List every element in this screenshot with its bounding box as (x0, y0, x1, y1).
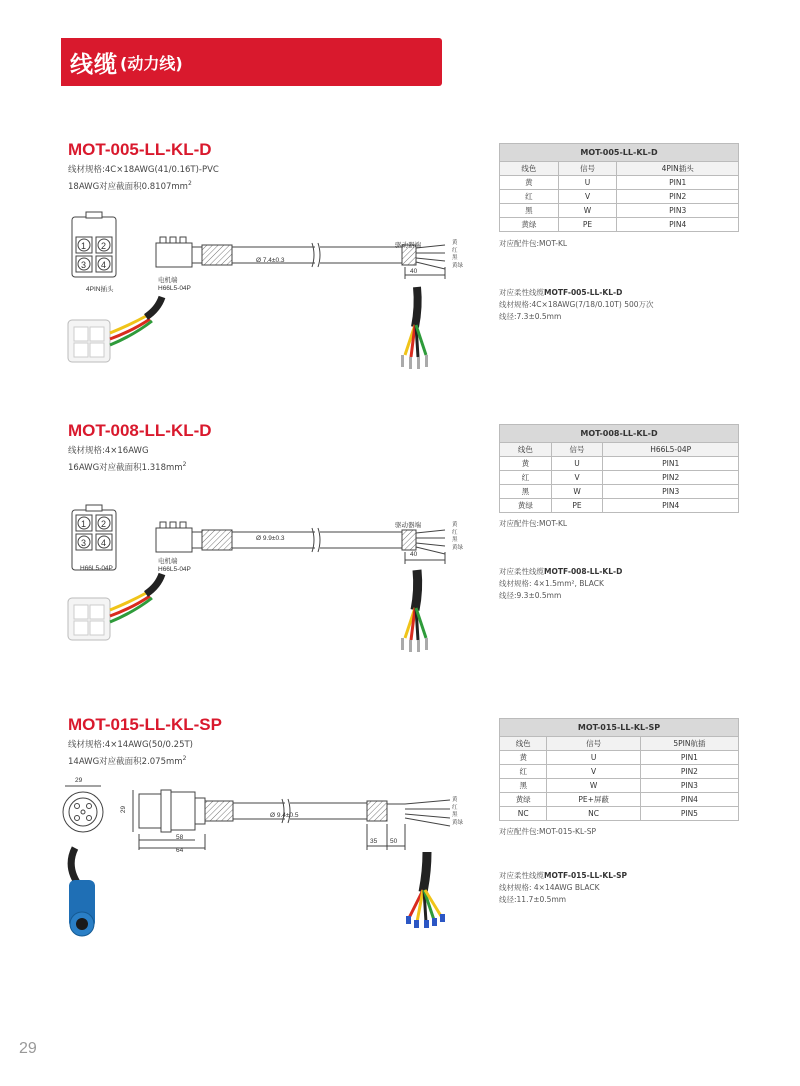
spec-sup: 2 (182, 461, 187, 468)
accessory-note: 对应配件包:MOT-KL (499, 239, 568, 248)
cell: W (551, 485, 603, 499)
wire-color-labels (452, 240, 463, 270)
wire-label: 黄 (452, 240, 458, 246)
wire-color-labels (452, 522, 463, 552)
table-row (500, 807, 739, 821)
table-row (500, 765, 739, 779)
cell: V (558, 190, 617, 204)
pin-number: 2 (101, 241, 107, 251)
wire-label: 黑 (452, 255, 458, 261)
table-header: 5PIN航插 (640, 737, 738, 751)
section-banner (61, 38, 442, 86)
wire-label: 黄绿 (452, 262, 464, 269)
wire-label: 红 (452, 804, 458, 811)
flex-cable-note (499, 287, 654, 323)
pin-number: 1 (81, 519, 87, 529)
cell: NC (500, 807, 547, 821)
table-header: 信号 (558, 162, 617, 176)
cell: U (558, 176, 617, 190)
spec-area: 18AWG对应截面积0.8107mm (68, 181, 188, 192)
cell: 黄绿 (500, 499, 552, 513)
table-row (500, 471, 739, 485)
cell: PIN3 (640, 779, 738, 793)
accessory-note: 对应配件包:MOT-KL (499, 519, 568, 528)
cell: 黄绿 (500, 793, 547, 807)
cell: U (551, 457, 603, 471)
wire-label: 黄绿 (452, 819, 464, 826)
table-header: H66L5-04P (603, 443, 739, 457)
product-model-1: MOT-005-LL-KL-D (68, 140, 212, 159)
flex-title (499, 870, 627, 882)
product-model-3: MOT-015-LL-KL-SP (68, 715, 222, 734)
spec-line (68, 752, 193, 769)
cell: PIN2 (617, 190, 739, 204)
cable-diameter: Ø 9.9±0.3 (256, 535, 285, 542)
wire-label: 红 (452, 247, 458, 254)
table-row (500, 485, 739, 499)
cell: PIN2 (603, 471, 739, 485)
flex-diameter: 线径:7.3±0.5mm (499, 312, 562, 321)
table-header: 信号 (551, 443, 603, 457)
table-row (500, 499, 739, 513)
cell: 红 (500, 471, 552, 485)
flex-prefix: 对应柔性线缆 (499, 288, 544, 297)
flex-spec: 线材规格: 4×1.5mm², BLACK (499, 579, 604, 588)
wire-label: 黑 (452, 537, 458, 543)
pin-table-1 (499, 143, 739, 232)
cell: 黑 (500, 779, 547, 793)
cell: PIN5 (640, 807, 738, 821)
driver-side-label: 驱动器端 (395, 242, 421, 249)
cell: 黄绿 (500, 218, 559, 232)
cell: PIN3 (617, 204, 739, 218)
cell: PIN4 (617, 218, 739, 232)
cell: 红 (500, 190, 559, 204)
spec-line (68, 177, 219, 194)
spec-sup: 2 (187, 180, 192, 187)
cable-diameter: Ø 7.4±0.3 (256, 257, 285, 264)
wire-label: 黄 (452, 797, 458, 803)
table-header: 线色 (500, 443, 552, 457)
cell: 黄 (500, 751, 547, 765)
table-title: MOT-008-LL-KL-D (500, 425, 739, 443)
flex-diameter: 线径:9.3±0.5mm (499, 591, 562, 600)
flex-title (499, 566, 622, 578)
cell: PE (551, 499, 603, 513)
cell: 红 (500, 765, 547, 779)
cell: W (547, 779, 640, 793)
table-header: 线色 (500, 737, 547, 751)
cell: PIN1 (640, 751, 738, 765)
table-title: MOT-005-LL-KL-D (500, 144, 739, 162)
section-subtitle: (动力线) (120, 53, 183, 73)
cable-drawing-1 (60, 205, 480, 385)
pin-number: 3 (81, 260, 87, 270)
flex-spec: 线材规格:4C×18AWG(7/18/0.10T) 500万次 (499, 300, 654, 309)
cell: W (558, 204, 617, 218)
dim-50: 50 (390, 838, 398, 845)
accessory-note: 对应配件包:MOT-015-KL-SP (499, 827, 596, 836)
dim-side-height: 29 (120, 805, 128, 814)
cell: NC (547, 807, 640, 821)
dim-length-64: 64 (176, 847, 184, 854)
cell: PIN3 (603, 485, 739, 499)
cable-diameter: Ø 9.4±0.5 (270, 812, 299, 819)
cell: U (547, 751, 640, 765)
table-row (500, 779, 739, 793)
spec-line: 线材规格:4×14AWG(50/0.25T) (68, 740, 193, 750)
cell: V (547, 765, 640, 779)
wire-label: 黄 (452, 522, 458, 528)
cell: PE+屏蔽 (547, 793, 640, 807)
connector-label: 4PIN插头 (86, 286, 114, 293)
cable-drawing-3 (55, 772, 475, 952)
product-spec-3 (68, 738, 193, 769)
table-row (500, 793, 739, 807)
table-row (500, 204, 739, 218)
spec-line: 线材规格:4C×18AWG(41/0.16T)-PVC (68, 165, 219, 175)
pin-table-3 (499, 718, 739, 821)
dim-length-58: 58 (176, 834, 184, 841)
table-header: 线色 (500, 162, 559, 176)
flex-prefix: 对应柔性线缆 (499, 871, 544, 880)
pin-number: 1 (81, 241, 87, 251)
table-header: 信号 (547, 737, 640, 751)
wire-label: 黑 (452, 812, 458, 818)
flex-cable-note (499, 566, 622, 602)
cell: V (551, 471, 603, 485)
table-row (500, 218, 739, 232)
cell: 黄 (500, 457, 552, 471)
strip-length: 40 (410, 551, 418, 558)
table-row (500, 457, 739, 471)
pin-number: 2 (101, 519, 107, 529)
flex-cable-note (499, 870, 627, 906)
motor-side-label: 电机端 (158, 277, 178, 284)
cell: 黄 (500, 176, 559, 190)
strip-length: 40 (410, 268, 418, 275)
spec-area: 16AWG对应截面积1.318mm (68, 462, 183, 473)
spec-area: 14AWG对应截面积2.075mm (68, 756, 183, 767)
flex-diameter: 线径:11.7±0.5mm (499, 895, 567, 904)
page-number: 29 (19, 1040, 37, 1057)
wire-end-photo (423, 852, 427, 892)
table-row (500, 751, 739, 765)
wire-label: 红 (452, 529, 458, 536)
wire-color-labels (452, 797, 463, 827)
cell: PIN4 (640, 793, 738, 807)
flex-model: MOTF-008-LL-KL-D (544, 567, 623, 576)
driver-side-label: 驱动器端 (395, 522, 421, 529)
connector-label: H66L5-04P (80, 565, 113, 572)
flex-prefix: 对应柔性线缆 (499, 567, 544, 576)
motor-side-label: 电机端 (158, 558, 178, 565)
product-model-2: MOT-008-LL-KL-D (68, 421, 212, 440)
cell: PIN1 (603, 457, 739, 471)
cell: PIN4 (603, 499, 739, 513)
table-row (500, 190, 739, 204)
table-header: 4PIN插头 (617, 162, 739, 176)
product-spec-1 (68, 163, 219, 194)
motor-connector-label: H66L5-04P (158, 285, 191, 292)
wire-end-photo (415, 570, 418, 610)
dim-front-width: 29 (75, 777, 83, 784)
cell: PE (558, 218, 617, 232)
spec-line: 线材规格:4×16AWG (68, 446, 149, 456)
cell: 黑 (500, 204, 559, 218)
table-row (500, 176, 739, 190)
pin-number: 3 (81, 538, 87, 548)
spec-sup: 2 (182, 755, 187, 762)
flex-model: MOTF-005-LL-KL-D (544, 288, 623, 297)
cell: 黑 (500, 485, 552, 499)
cell: PIN2 (640, 765, 738, 779)
pin-number: 4 (101, 538, 107, 548)
table-title: MOT-015-LL-KL-SP (500, 719, 739, 737)
spec-line (68, 458, 186, 475)
wire-label: 黄绿 (452, 544, 464, 551)
flex-spec: 线材规格: 4×14AWG BLACK (499, 883, 600, 892)
cell: PIN1 (617, 176, 739, 190)
section-title: 线缆 (70, 51, 118, 78)
motor-connector-label: H66L5-04P (158, 566, 191, 573)
wire-end-photo (415, 287, 418, 327)
dim-35: 35 (370, 838, 378, 845)
flex-title (499, 287, 654, 299)
pin-number: 4 (101, 260, 107, 270)
product-spec-2 (68, 444, 186, 475)
flex-model: MOTF-015-LL-KL-SP (544, 871, 628, 880)
pin-table-2 (499, 424, 739, 513)
